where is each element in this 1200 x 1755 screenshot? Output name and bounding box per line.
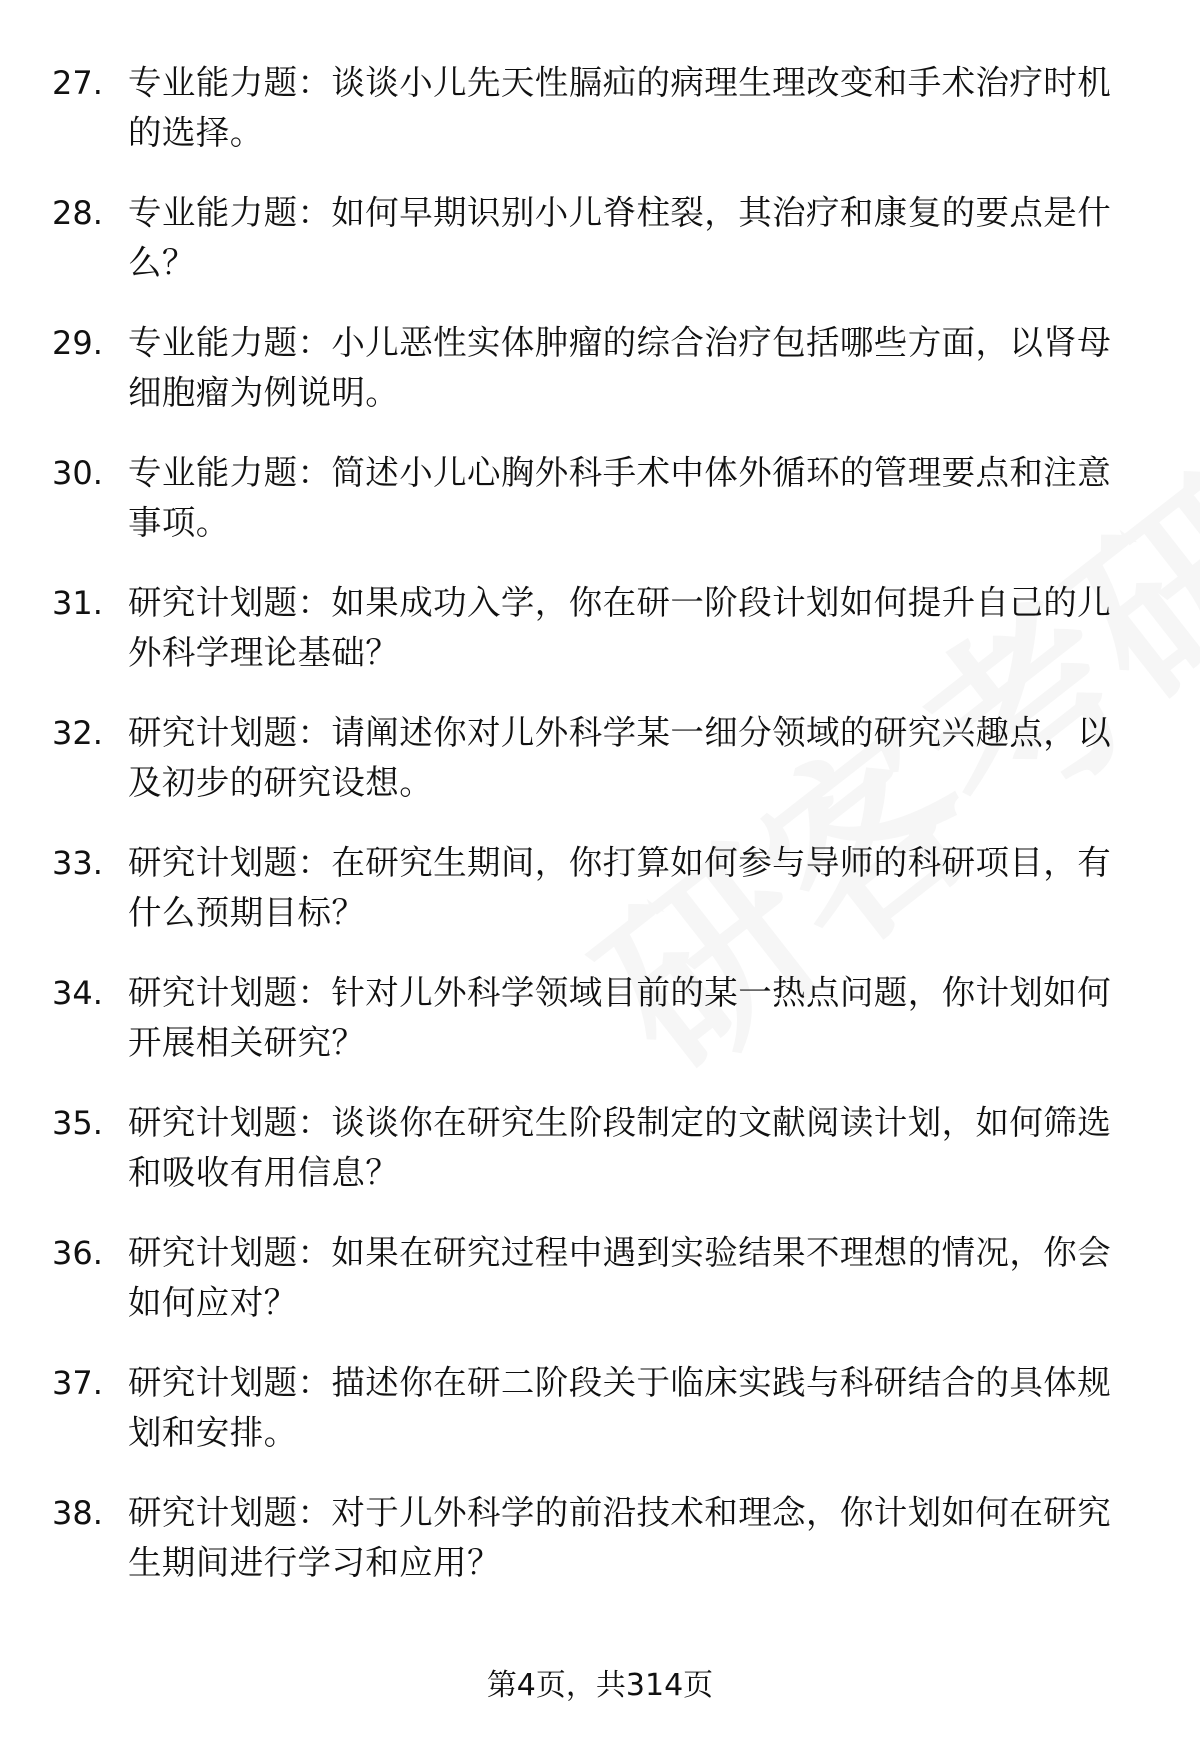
page-indicator: 第4页，共314页 [486,1668,714,1703]
question-item [52,318,1142,448]
question-number: 27. [52,64,103,102]
question-item [52,708,1142,838]
question-item [52,1358,1142,1488]
question-text: 专业能力题：如何早期识别小儿脊柱裂，其治疗和康复的要点是什么？ [128,193,1112,282]
question-number: 33. [52,844,103,882]
question-item [52,58,1142,188]
question-text: 研究计划题：对于儿外科学的前沿技术和理念，你计划如何在研究生期间进行学习和应用？ [128,1493,1112,1582]
question-text: 研究计划题：描述你在研二阶段关于临床实践与科研结合的具体规划和安排。 [128,1363,1112,1452]
question-text: 研究计划题：请阐述你对儿外科学某一细分领域的研究兴趣点，以及初步的研究设想。 [128,713,1112,802]
question-number: 31. [52,584,103,622]
question-number: 37. [52,1364,103,1402]
question-item [52,1488,1142,1618]
question-text: 专业能力题：小儿恶性实体肿瘤的综合治疗包括哪些方面，以肾母细胞瘤为例说明。 [128,323,1112,412]
question-number: 35. [52,1104,103,1142]
question-text: 研究计划题：谈谈你在研究生阶段制定的文献阅读计划，如何筛选和吸收有用信息？ [128,1103,1112,1192]
question-number: 30. [52,454,103,492]
question-text: 专业能力题：简述小儿心胸外科手术中体外循环的管理要点和注意事项。 [128,453,1112,542]
question-text: 研究计划题：如果成功入学，你在研一阶段计划如何提升自己的儿外科学理论基础？ [128,583,1112,672]
question-item [52,968,1142,1098]
question-text: 研究计划题：在研究生期间，你打算如何参与导师的科研项目，有什么预期目标？ [128,843,1112,932]
question-number: 28. [52,194,103,232]
question-item [52,188,1142,318]
question-text: 专业能力题：谈谈小儿先天性膈疝的病理生理改变和手术治疗时机的选择。 [128,63,1112,152]
question-item [52,838,1142,968]
question-item [52,448,1142,578]
question-number: 36. [52,1234,103,1272]
question-item [52,1228,1142,1358]
question-number: 34. [52,974,103,1012]
question-number: 29. [52,324,103,362]
question-list [52,58,1142,1618]
question-text: 研究计划题：如果在研究过程中遇到实验结果不理想的情况，你会如何应对？ [128,1233,1112,1322]
question-text: 研究计划题：针对儿外科学领域目前的某一热点问题，你计划如何开展相关研究？ [128,973,1112,1062]
question-number: 38. [52,1494,103,1532]
question-item [52,1098,1142,1228]
question-item [52,578,1142,708]
question-number: 32. [52,714,103,752]
